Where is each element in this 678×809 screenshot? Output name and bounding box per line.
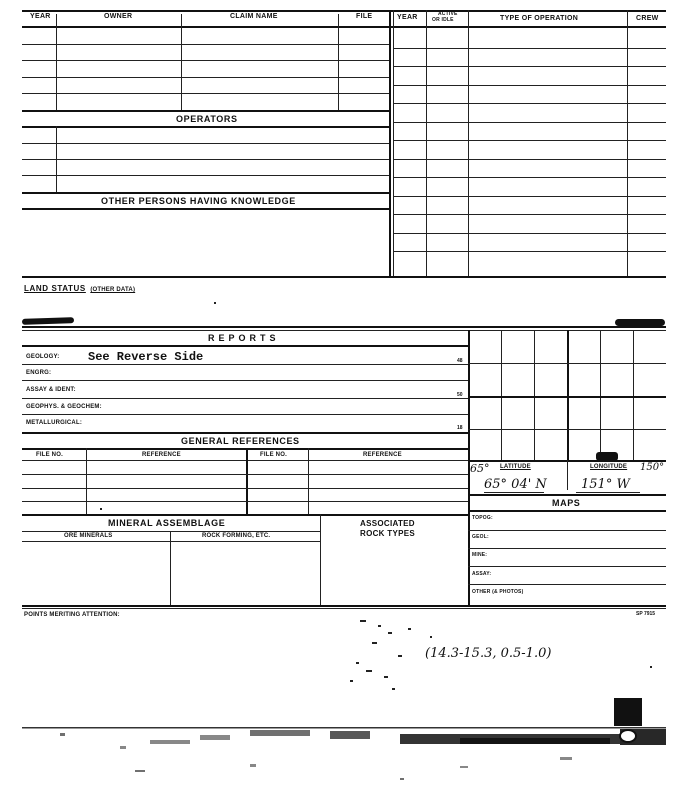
- header-active-line2: OR IDLE: [432, 17, 454, 23]
- operators-title: OPERATORS: [176, 114, 238, 124]
- ore-minerals-header: ORE MINERALS: [64, 533, 113, 539]
- report-num: 48: [457, 358, 463, 364]
- map-row-label: OTHER (& PHOTOS): [472, 589, 524, 595]
- header-owner: OWNER: [104, 13, 133, 20]
- latitude-value: 65° 04' N: [484, 477, 547, 492]
- longitude-value: 151° W: [581, 477, 630, 492]
- report-label: ENGRG:: [26, 370, 52, 376]
- ref-header-reference-2: REFERENCE: [363, 452, 402, 458]
- report-label: ASSAY & IDENT:: [26, 387, 76, 393]
- general-references-title: GENERAL REFERENCES: [181, 436, 300, 446]
- header-type-of-operation: TYPE OF OPERATION: [500, 15, 579, 22]
- geology-value: See Reverse Side: [88, 350, 204, 364]
- map-row-label: MINE:: [472, 552, 488, 558]
- reports-title: REPORTS: [208, 333, 280, 343]
- ref-header-file-no-2: FILE NO.: [260, 452, 287, 458]
- map-row-label: GEOL:: [472, 534, 489, 540]
- header-crew: CREW: [636, 15, 659, 22]
- rock-forming-header: ROCK FORMING, ETC.: [202, 533, 271, 539]
- lon-suffix: 150°: [640, 462, 665, 473]
- header-year: YEAR: [30, 13, 51, 20]
- maps-title: MAPS: [552, 498, 581, 508]
- header-file: FILE: [356, 13, 373, 20]
- report-num: 18: [457, 425, 463, 431]
- points-meriting-attention: POINTS MERITING ATTENTION:: [24, 612, 120, 618]
- header-year-right: YEAR: [397, 14, 418, 21]
- mineral-assemblage-title: MINERAL ASSEMBLAGE: [108, 518, 226, 528]
- report-label: GEOPHYS. & GEOCHEM:: [26, 404, 102, 410]
- handwritten-note: (14.3-15.3, 0.5-1.0): [425, 646, 552, 661]
- latitude-label: LATITUDE: [500, 464, 531, 470]
- longitude-label: LONGITUDE: [590, 464, 628, 470]
- report-label: METALLURGICAL:: [26, 420, 83, 426]
- map-row-label: ASSAY:: [472, 571, 492, 577]
- header-active-line1: ACTIVE: [438, 11, 458, 17]
- other-persons-title: OTHER PERSONS HAVING KNOWLEDGE: [101, 196, 296, 206]
- associated-line2: ROCK TYPES: [360, 529, 416, 538]
- land-status-sub: (OTHER DATA): [90, 287, 136, 293]
- ref-header-reference: REFERENCE: [142, 452, 181, 458]
- header-claim-name: CLAIM NAME: [230, 13, 278, 20]
- lat-prefix: 65°: [470, 462, 490, 475]
- report-label: GEOLOGY:: [26, 354, 60, 360]
- land-status-title: LAND STATUS: [24, 284, 86, 293]
- associated-line1: ASSOCIATED: [360, 519, 415, 528]
- form-code: SP 7915: [636, 611, 656, 617]
- ref-header-file-no: FILE NO.: [36, 452, 63, 458]
- report-num: 50: [457, 392, 463, 398]
- map-row-label: TOPOG:: [472, 515, 493, 521]
